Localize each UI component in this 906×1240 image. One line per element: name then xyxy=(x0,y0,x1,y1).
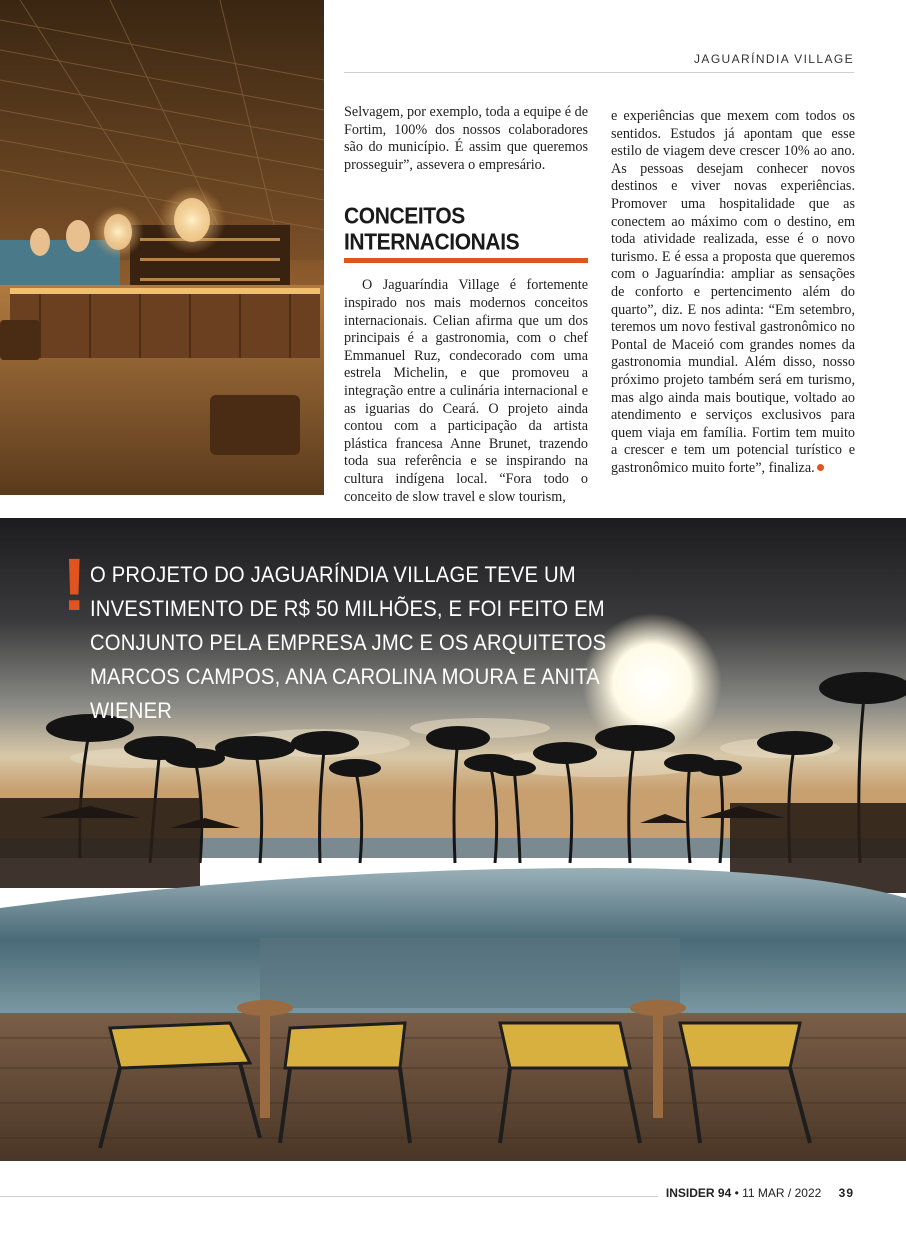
restaurant-bar-photo xyxy=(0,0,324,495)
end-of-article-icon xyxy=(817,464,824,471)
exclamation-icon: ! xyxy=(62,543,87,626)
paragraph: e experiências que mexem com todos os sentidos. Estudos já apontam que esse estilo de viagem deve crescer 10% ao ano. As pessoas desejam conhecer novos destinos e viver novas experiências. Promover uma hospitalidade que as conectem ao máximo com o destino, em toda atividade realizada, esse é o novo turismo. E é essa a proposta que queremos com o Jaguaríndia: ampliar as sensações de conforto e pertencimento além do quarto”, diz. E nos adinta: “Em setembro, teremos um novo festival gastronômico no Pontal de Maceió com grandes nomes da gastronomia mundial. Além disso, nosso próximo projeto também será em turismo, mas algo ainda mais boutique, voltado ao atendimento e serviços exclusivos para quem viaja em família. Fortim tem muito a crescer e tem um potencial turístico e gastronômico muito forte”, finaliza. xyxy=(611,108,855,476)
pull-quote xyxy=(62,543,642,728)
issue-date: 11 MAR / 2022 xyxy=(742,1186,822,1200)
pull-quote-text: O PROJETO DO JAGUARÍNDIA VILLAGE TEVE UM INVESTIMENTO DE R$ 50 MILHÕES, E FOI FEITO EM CONJUNTO PELA EMPRESA JMC E OS ARQUITETOS MARCOS CAMPOS, ANA CAROLINA MOURA E ANITA WIENER xyxy=(90,562,607,723)
page-number: 39 xyxy=(838,1186,854,1200)
section-title: CONCEITOS INTERNACIONAIS xyxy=(344,204,520,256)
paragraph: O Jaguaríndia Village é fortemente inspirado nos mais modernos conceitos internacionais. Celian afirma que um dos principais é a gastronomia, com o chef Emmanuel Ruz, condecorado com uma estrela Michelin, e que promoveu a integração entre a culinária internacional e as iguarias do Ceará. O projeto ainda contou com a participação da artista plástica francesa Anne Brunet, trazendo toda sua referência e se inspirando na cultura indígena local. “Fora todo o conceito de slow travel e slow tourism, xyxy=(344,277,588,505)
folio xyxy=(658,1186,854,1200)
running-head: JAGUARÍNDIA VILLAGE xyxy=(694,52,854,66)
text-column-1 xyxy=(344,104,588,506)
section-title-underline xyxy=(344,258,588,263)
publication-name: INSIDER 94 xyxy=(665,1186,732,1200)
paragraph: Selvagem, por exemplo, toda a equipe é de Fortim, 100% dos nossos colaboradores são do município. É assim que queremos prosseguir”, assevera o empresário. xyxy=(344,104,588,173)
paragraph-with-end-mark xyxy=(611,108,855,477)
header-rule xyxy=(344,72,854,73)
text-column-2 xyxy=(611,108,855,477)
folio-separator: • xyxy=(734,1186,739,1200)
